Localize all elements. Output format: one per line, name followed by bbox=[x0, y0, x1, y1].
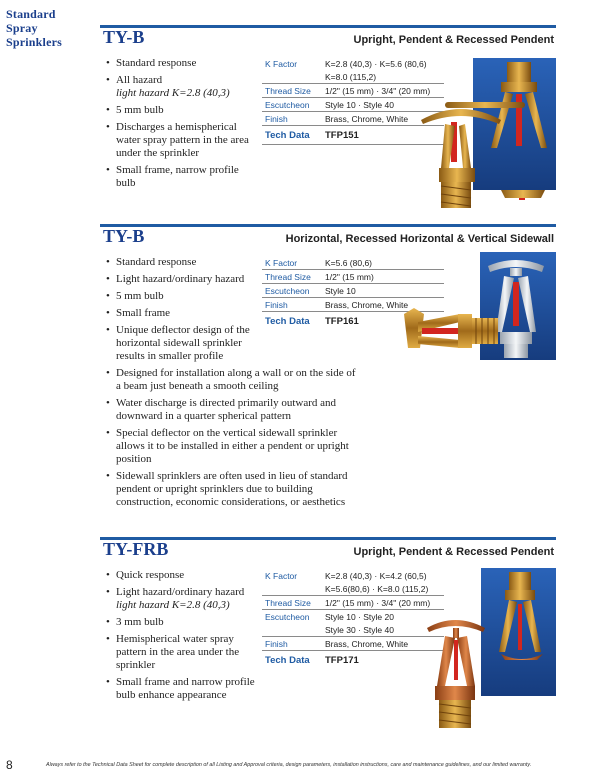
list-item: • 3 mm bulb bbox=[106, 616, 256, 629]
spec-value: Brass, Chrome, White bbox=[322, 112, 444, 126]
list-item: • Sidewall sprinklers are often used in lieu of standard pendent or upright sprinklers due to building construction, economic considerations, or aesthetics bbox=[106, 470, 356, 509]
tech-data-value: TFP161 bbox=[325, 315, 359, 327]
section-rule bbox=[100, 25, 556, 28]
list-item: • Small frame, narrow profile bulb bbox=[106, 164, 256, 190]
spec-value: Style 10 · Style 20 bbox=[325, 611, 394, 622]
product-section-ty-frb bbox=[100, 537, 556, 567]
list-item: • Water discharge is directed primarily outward and downward in a quarter spherical pattern bbox=[106, 397, 356, 423]
spec-label: Escutcheon bbox=[265, 611, 310, 622]
list-item: • Small frame and narrow profile bulb enhance appearance bbox=[106, 676, 256, 702]
section-label-line: Sprinklers bbox=[6, 35, 63, 49]
model-subtitle: Horizontal, Recessed Horizontal & Vertical Sidewall bbox=[285, 233, 554, 245]
list-item: • Discharges a hemispherical water spray pattern in the area under the sprinkler bbox=[106, 121, 256, 160]
spec-value: K=2.8 (40,3) · K=4.2 (60,5) bbox=[325, 570, 427, 581]
tech-data-label: Tech Data bbox=[262, 126, 322, 145]
spec-value: 1/2" (15 mm) · 3/4" (20 mm) bbox=[322, 84, 444, 98]
page-number: 8 bbox=[6, 758, 13, 772]
section-label-line: Spray bbox=[6, 21, 38, 35]
section-label-line: Standard bbox=[6, 7, 56, 21]
list-item: • Designed for installation along a wall or on the side of a beam just beneath a smooth ceiling bbox=[106, 367, 356, 393]
list-item: • Light hazard/ordinary hazard bbox=[106, 273, 256, 286]
spec-table bbox=[262, 569, 444, 669]
spec-label: Thread Size bbox=[262, 596, 322, 610]
list-item: • All hazard light hazard K=2.8 (40,3) bbox=[106, 74, 256, 100]
spec-value: Style 10 bbox=[322, 284, 444, 298]
feature-list bbox=[106, 57, 256, 194]
tech-data-value: TFP151 bbox=[322, 126, 444, 145]
spec-label: K Factor bbox=[265, 58, 298, 69]
spec-value: K=8.0 (115,2) bbox=[322, 70, 444, 84]
list-item: • 5 mm bulb bbox=[106, 104, 256, 117]
list-item: • Light hazard/ordinary hazard light hazard K=2.8 (40,3) bbox=[106, 586, 256, 612]
list-item: • 5 mm bulb bbox=[106, 290, 256, 303]
spec-value: Style 30 · Style 40 bbox=[322, 623, 444, 637]
spec-value: Brass, Chrome, White bbox=[322, 298, 444, 312]
model-name: TY-B bbox=[103, 226, 145, 246]
spec-label: Thread Size bbox=[262, 84, 322, 98]
tech-data-label: Tech Data bbox=[265, 315, 310, 327]
model-subtitle: Upright, Pendent & Recessed Pendent bbox=[353, 34, 554, 46]
list-item: • Hemispherical water spray pattern in the area under the sprinkler bbox=[106, 633, 256, 672]
model-name: TY-B bbox=[103, 27, 145, 47]
spec-label: Finish bbox=[262, 112, 322, 126]
spec-label: K Factor bbox=[262, 256, 322, 270]
spec-value: K=5.6 (80,6) bbox=[322, 256, 444, 270]
page-footer bbox=[0, 756, 610, 776]
section-rule bbox=[100, 224, 556, 227]
spec-label: Finish bbox=[262, 637, 322, 651]
feature-list bbox=[106, 256, 256, 367]
model-subtitle: Upright, Pendent & Recessed Pendent bbox=[353, 546, 554, 558]
spec-label: Finish bbox=[262, 298, 322, 312]
spec-value: Style 10 · Style 40 bbox=[322, 98, 444, 112]
spec-value: 1/2" (15 mm) bbox=[322, 270, 444, 284]
spec-label: Thread Size bbox=[262, 270, 322, 284]
sprinkler-photo-pendent bbox=[421, 568, 556, 750]
list-item: • Standard response bbox=[106, 256, 256, 269]
list-item: • Quick response bbox=[106, 569, 256, 582]
section-rule bbox=[100, 537, 556, 540]
footnote: Always refer to the Technical Data Sheet for complete description of all Listing and Approval criteria, design parameters, installation instructions, care and maintenance guidelines, and our limited warranty. bbox=[46, 762, 532, 768]
spec-value: K=2.8 (40,3) · K=5.6 (80,6) bbox=[325, 58, 427, 69]
spec-value: Brass, Chrome, White bbox=[322, 637, 444, 651]
tech-data-value: TFP171 bbox=[325, 654, 359, 666]
list-item: • Unique deflector design of the horizontal sidewall sprinkler results in smaller profile bbox=[106, 324, 256, 363]
model-name: TY-FRB bbox=[103, 539, 169, 559]
spec-label: K Factor bbox=[265, 570, 298, 581]
spec-value: K=5.6(80,6) · K=8.0 (115,2) bbox=[322, 582, 444, 596]
section-label bbox=[6, 7, 62, 49]
spec-label: Escutcheon bbox=[262, 284, 322, 298]
feature-list-wide bbox=[106, 367, 356, 513]
product-section-ty-b-sidewall bbox=[100, 224, 556, 254]
tech-data-label: Tech Data bbox=[265, 654, 310, 666]
feature-list bbox=[106, 569, 256, 706]
list-item: • Special deflector on the vertical sidewall sprinkler allows it to be installed in either a pendent or upright position bbox=[106, 427, 356, 466]
spec-table bbox=[262, 57, 444, 145]
list-item: • Standard response bbox=[106, 57, 256, 70]
sprinkler-photo-sidewall bbox=[400, 252, 556, 372]
list-item: • Small frame bbox=[106, 307, 256, 320]
spec-value: 1/2" (15 mm) · 3/4" (20 mm) bbox=[322, 596, 444, 610]
spec-label: Escutcheon bbox=[262, 98, 322, 112]
